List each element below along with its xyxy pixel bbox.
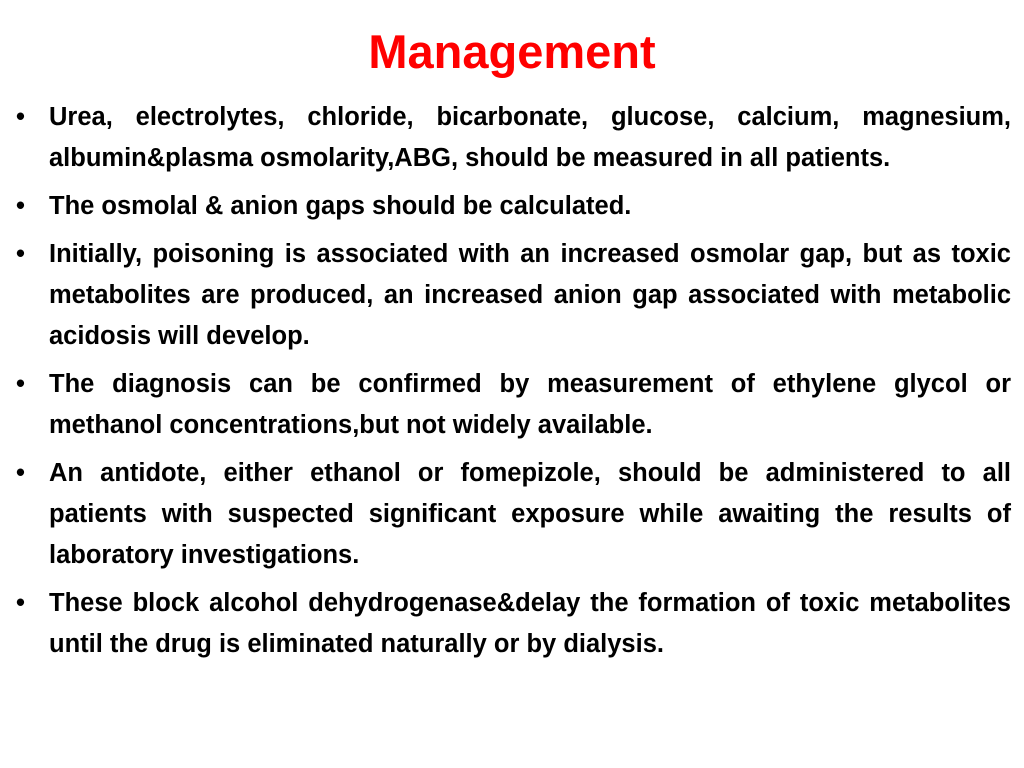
bullet-text: The diagnosis can be confirmed by measurement of ethylene glycol or methanol concentrations,but not widely available. [49, 370, 1011, 439]
bullet-dot-icon: • [16, 459, 25, 487]
bullet-text: These block alcohol dehydrogenase&delay the formation of toxic metabolites until the drug is eliminated naturally or by dialysis. [49, 589, 1011, 658]
bullet-item [16, 364, 1011, 446]
bullet-item [16, 97, 1011, 179]
bullet-text: An antidote, either ethanol or fomepizole, should be administered to all patients with suspected significant exposure while awaiting the results of laboratory investigations. [49, 459, 1011, 569]
slide-title: Management [368, 25, 656, 78]
bullet-dot-icon: • [16, 192, 25, 220]
bullet-text: The osmolal & anion gaps should be calculated. [49, 192, 632, 220]
bullet-item [16, 583, 1011, 665]
bullet-item [16, 453, 1011, 576]
bullet-item [16, 234, 1011, 357]
bullet-text: Urea, electrolytes, chloride, bicarbonate, glucose, calcium, magnesium, albumin&plasma osmolarity,ABG, should be measured in all patients. [49, 103, 1011, 172]
bullet-text: Initially, poisoning is associated with an increased osmolar gap, but as toxic metabolites are produced, an increased anion gap associated with metabolic acidosis will develop. [49, 240, 1011, 350]
bullet-dot-icon: • [16, 103, 25, 131]
bullet-item [16, 186, 1011, 227]
bullet-dot-icon: • [16, 370, 25, 398]
bullet-dot-icon: • [16, 589, 25, 617]
bullet-list [16, 97, 1011, 672]
bullet-dot-icon: • [16, 240, 25, 268]
